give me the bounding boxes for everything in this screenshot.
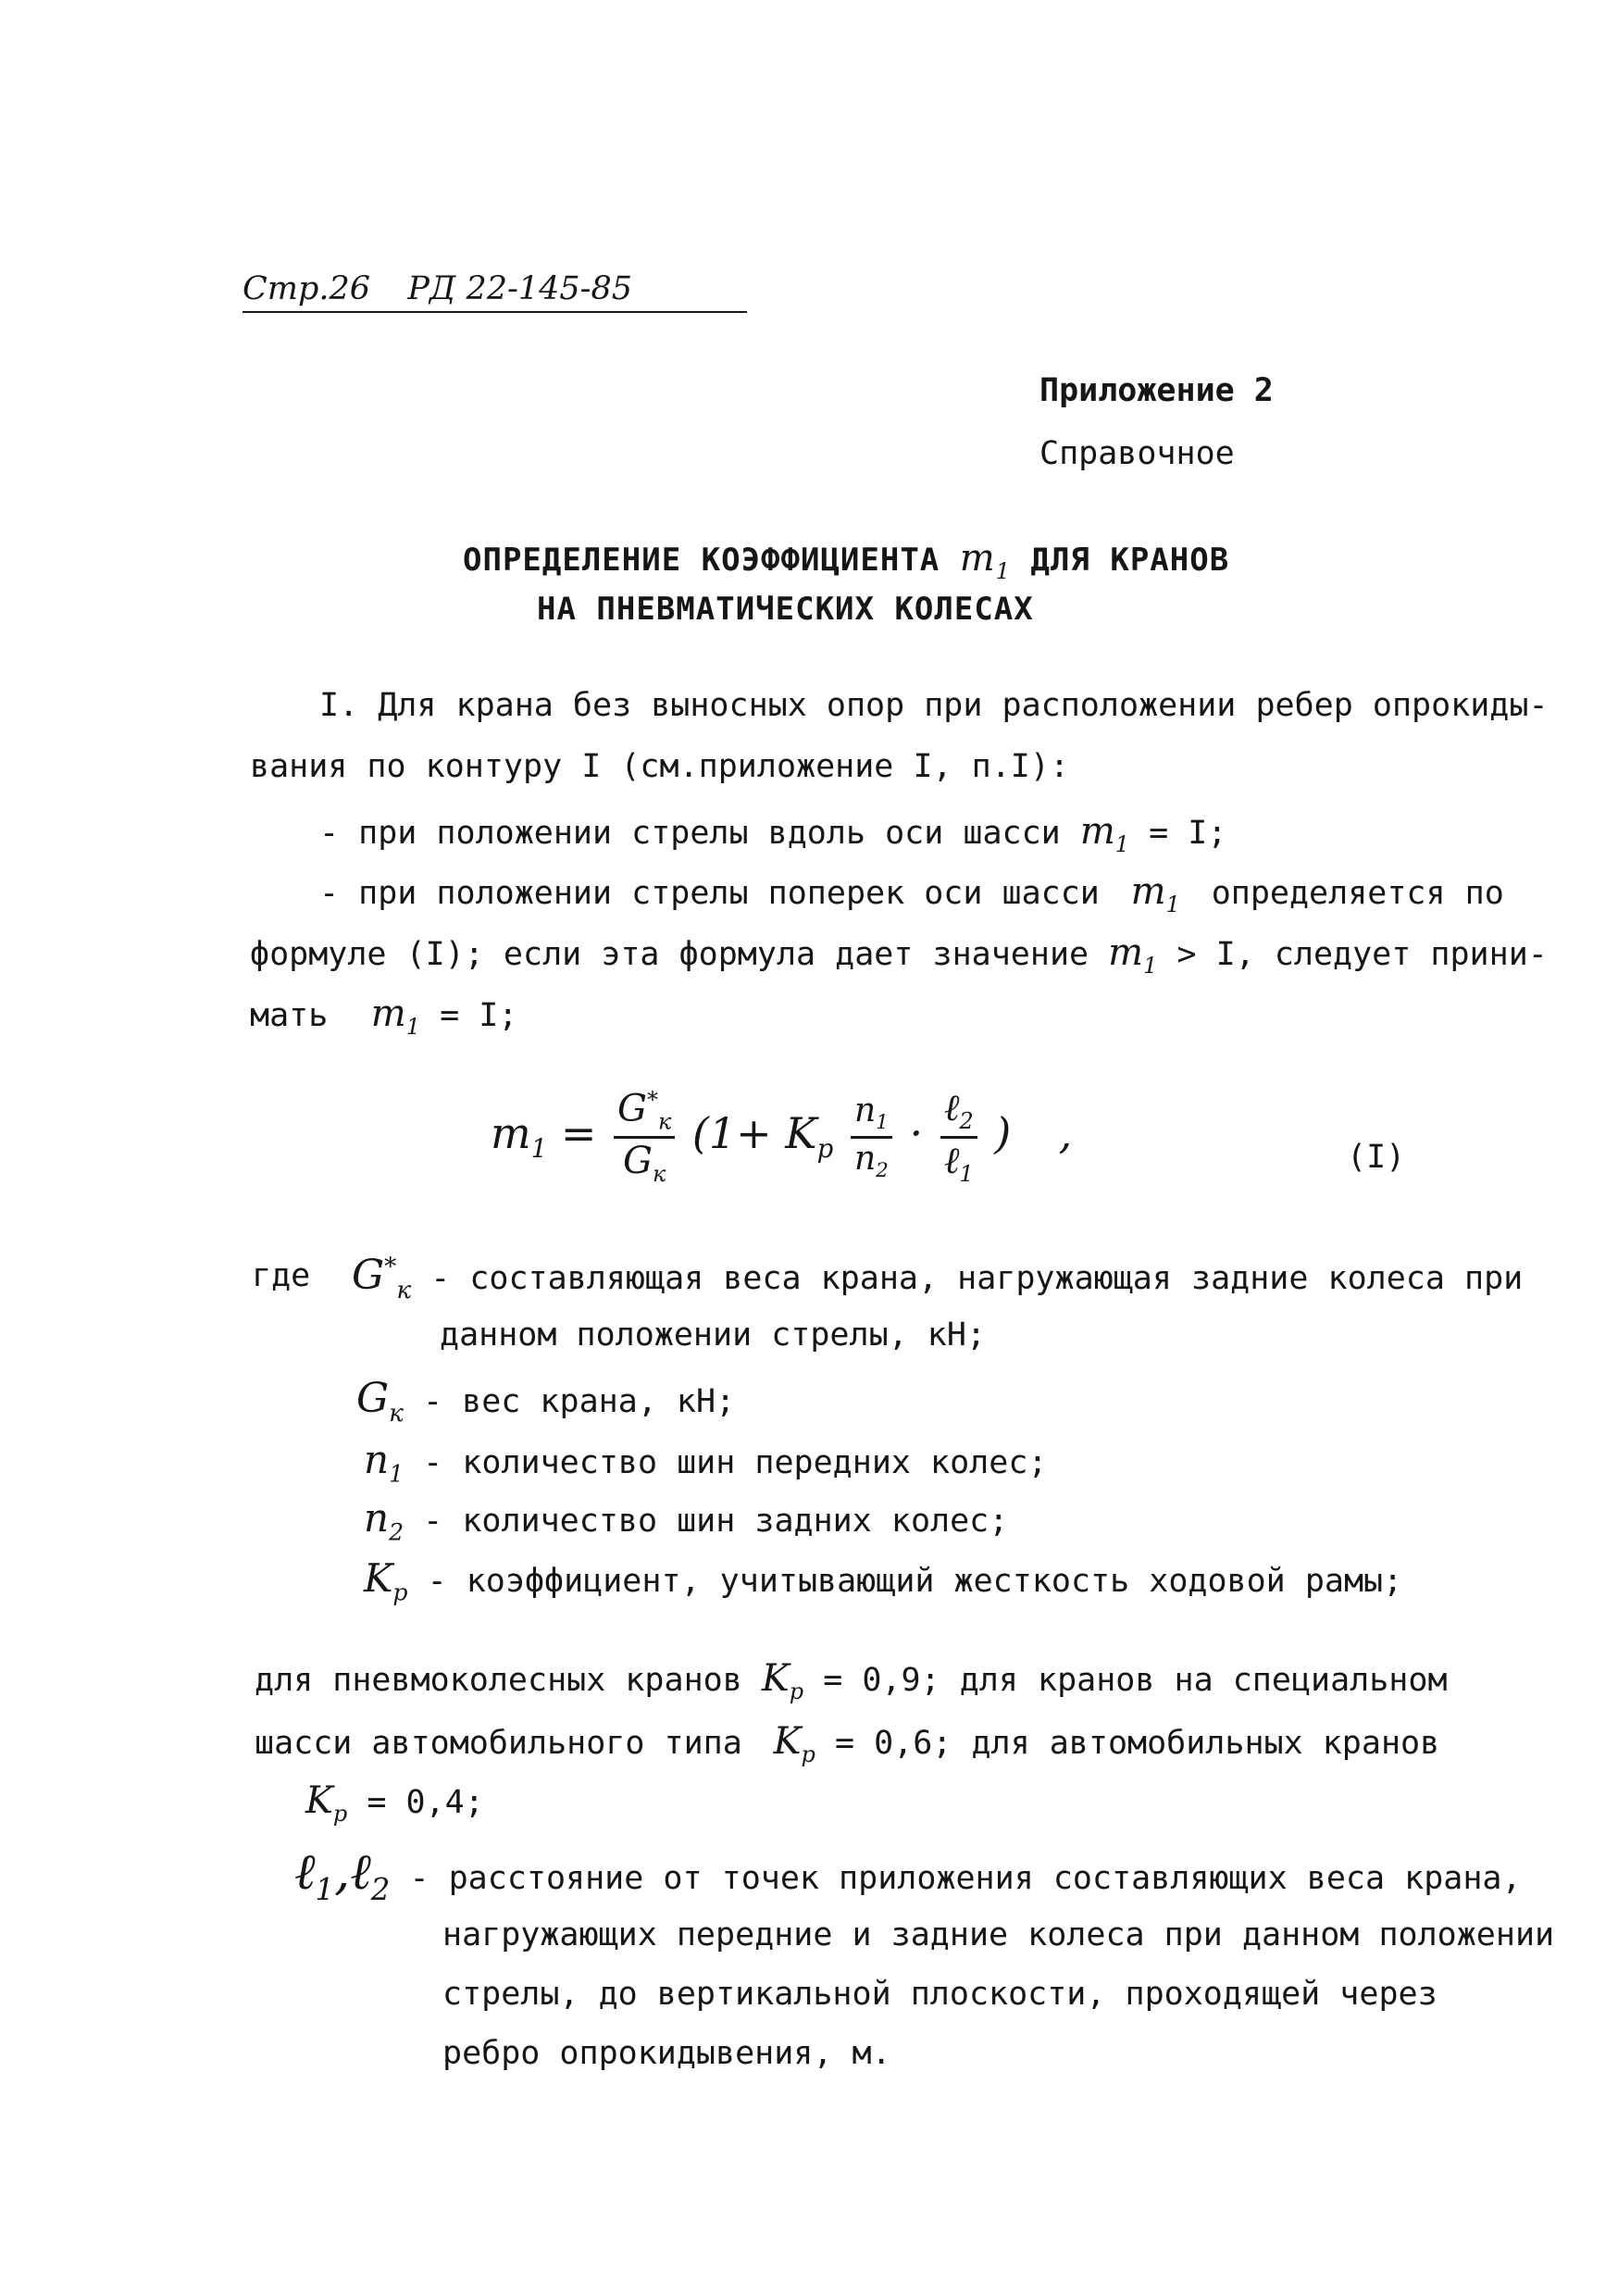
kp-values-l2-a: шасси автомобильного типа [255, 1725, 742, 1762]
document-code: РД 22-145-85 [407, 270, 632, 307]
formula-equals: = [560, 1108, 597, 1159]
paragraph-3-line-2-a: формуле (I); если эта формула дает значение [250, 936, 1089, 973]
formula-lhs: $m_1$ [491, 1108, 548, 1165]
paragraph-1-line-1: I. Для крана без выносных опор при расположении ребер опрокиды- [319, 687, 1549, 724]
l-text-3: стрелы, до вертикальной плоскости, проходящей через [442, 1976, 1438, 2013]
formula-fraction-tires: $\frac{n_1}{n_2}$ [851, 1092, 892, 1182]
paragraph-1-line-2: вания по контуру I (см.приложение I, п.I): [250, 748, 1070, 785]
kp-values-l3-symbol: $K_р$ [305, 1779, 348, 1827]
paragraph-3-line-3-b: = I; [440, 997, 518, 1034]
definition-g-star [352, 1252, 1523, 1304]
g-star-text: - составляющая веса крана, нагружающая задние колеса при [430, 1260, 1524, 1297]
kp-values-l1-a: для пневмоколесных кранов [255, 1662, 742, 1699]
formula-fraction-distance: $\frac{\ell_2}{\ell_1}$ [940, 1088, 977, 1186]
definition-l [294, 1842, 1522, 1907]
n1-text: - количество шин передних колес; [423, 1444, 1048, 1481]
n2-symbol: $n_2$ [364, 1495, 404, 1546]
paragraph-3-text-b: определяется по [1211, 875, 1504, 912]
where-label: где [252, 1257, 311, 1294]
heading-symbol: m [959, 537, 996, 580]
appendix-title: Приложение 2 [1039, 372, 1274, 409]
n2-text: - количество шин задних колес; [423, 1503, 1009, 1540]
g-symbol: $G_к$ [356, 1375, 404, 1428]
heading-symbol-sub: 1 [995, 558, 1011, 584]
formula-close-paren: ) [994, 1108, 1012, 1159]
page-header [243, 270, 747, 313]
formula-fraction-weight: $\frac{G^*_к}{G_к}$ [614, 1088, 675, 1186]
heading-line1-a: ОПРЕДЕЛЕНИЕ КОЭФФИЦИЕНТА [463, 542, 940, 579]
appendix-kind: Справочное [1039, 435, 1235, 472]
formula-comma: , [1058, 1108, 1073, 1159]
paragraph-2-value: = I; [1149, 815, 1227, 852]
paragraph-3-line-3: мать $m_1 = I$; [250, 992, 518, 1040]
paragraph-3-line-2-b: > I, следует прини- [1176, 936, 1548, 973]
heading-line1-b: ДЛЯ КРАНОВ [1030, 542, 1230, 579]
g-text: - вес крана, кН; [423, 1383, 736, 1420]
paragraph-2-text: - при положении стрелы вдоль оси шасси [319, 815, 1061, 852]
definition-kp [364, 1555, 1402, 1605]
formula-dot: · [909, 1108, 924, 1159]
kp-values-l2-b: = 0,6; для автомобильных кранов [834, 1725, 1440, 1762]
paragraph-3-text-a: - при положении стрелы поперек оси шасси [319, 875, 1100, 912]
kp-values-line-3 [305, 1779, 484, 1827]
l-text-1: - расстояние от точек приложения составляющих веса крана, [409, 1860, 1522, 1897]
definition-g [356, 1375, 735, 1428]
definition-g-star-cont: данном положении стрелы, кН; [440, 1316, 987, 1354]
page-number: Стр.26 [243, 270, 371, 307]
l-text-4: ребро опрокидывения, м. [442, 2035, 891, 2072]
paragraph-3-line-3-a: мать [250, 997, 329, 1034]
kp-values-line-2: шасси автомобильного типа $K_р = 0,6$; для автомобильных кранов [255, 1720, 1440, 1767]
paragraph-2: - при положении стрелы вдоль оси шасси $m_1 = I$; [319, 810, 1227, 857]
formula [491, 1088, 1072, 1186]
section-heading [463, 537, 1229, 584]
formula-open-paren: (1+ [691, 1108, 772, 1159]
definition-n1 [364, 1437, 1047, 1487]
paragraph-3-line-2: формуле (I); если эта формула дает значение $m_1 > I$, следует прини- [250, 931, 1548, 979]
kp-symbol: $K_р$ [364, 1555, 408, 1606]
formula-number: (I) [1347, 1139, 1406, 1176]
definition-n2 [364, 1495, 1008, 1545]
heading-line2: НА ПНЕВМАТИЧЕСКИХ КОЛЕСАХ [537, 591, 1034, 628]
kp-text: - коэффициент, учитывающий жесткость ходовой рамы; [427, 1563, 1403, 1600]
formula-kp: $K_р$ [785, 1108, 834, 1165]
l-text-2: нагружающих передние и задние колеса при данном положении [442, 1916, 1555, 1953]
kp-values-line-1: для пневмоколесных кранов $K_р = 0,9$; для кранов на специальном [255, 1657, 1448, 1704]
g-star-symbol: $G^*_к$ [352, 1252, 412, 1304]
n1-symbol: $n_1$ [364, 1437, 404, 1488]
kp-values-l3-b: = 0,4; [367, 1784, 484, 1821]
kp-values-l1-b: = 0,9; для кранов на специальном [823, 1662, 1448, 1699]
l-symbols: ℓ$_1$,ℓ$_2$ [294, 1842, 391, 1907]
paragraph-3-line-1: - при положении стрелы поперек оси шасси $m_1$ определяется по [319, 870, 1504, 917]
